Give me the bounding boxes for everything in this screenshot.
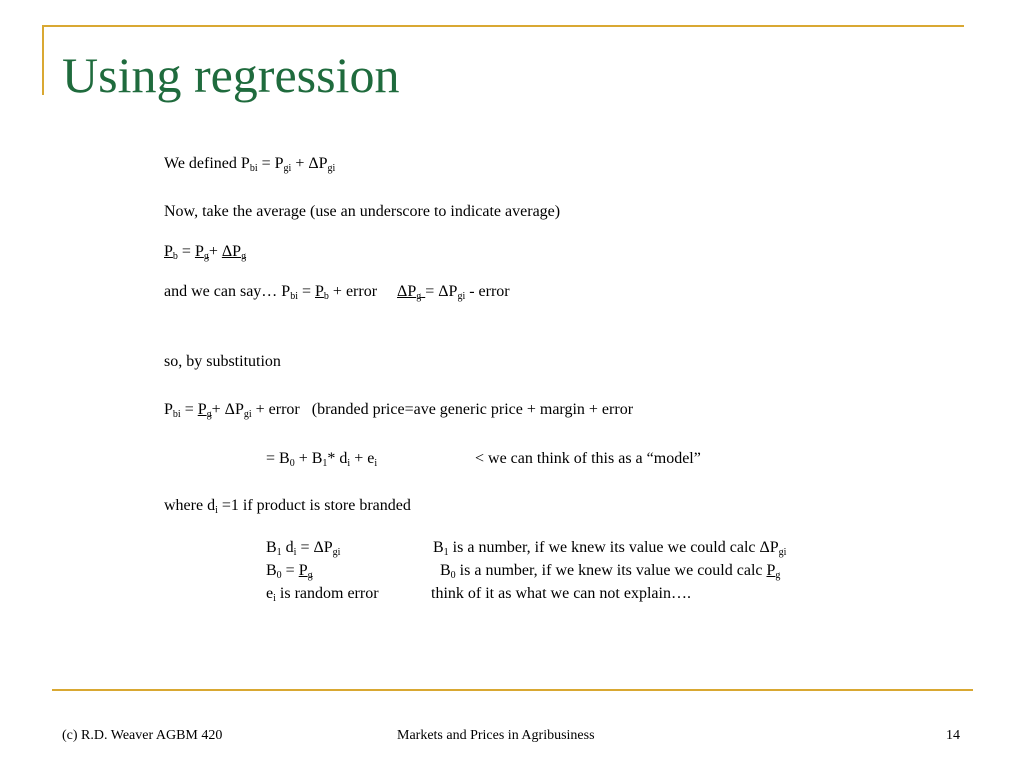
average-equation: $P_b = P_g+ \Delta P_g$ (164, 243, 247, 262)
model-note: < we can think of this as a “model” (475, 450, 701, 467)
slide-number: 14 (946, 728, 960, 743)
substitution-equation: $P_{bi} = P_g+ \Delta P_{gi}$ + error (branded price=ave generic price + margin + error (164, 401, 634, 420)
b0-equation: $B_0 = P_g$ (266, 562, 313, 581)
dummy-definition: where $d_i =1$ if product is store branded (164, 497, 411, 516)
we-can-say-line: and we can say… $P_{bi} = P_b$ + error $\Delta P_g = \Delta P_{gi}$ - error (164, 283, 510, 302)
average-note: Now, take the average (use an underscore to indicate average) (164, 203, 561, 220)
model-equation: = $B_0 + B_1*$ $d_i + e_i$ (266, 450, 378, 469)
b1-note: $B_1$ is a number, if we knew its value we could calc $\Delta P_{gi}$ (433, 539, 787, 558)
error-definition: $e_i$ is random error (266, 585, 379, 604)
b0-note: $B_0$ is a number, if we knew its value we could calc $P_g$ (440, 562, 781, 581)
b1-equation: $B_1$ $d_i = \Delta P_{gi}$ (266, 539, 341, 558)
definition-line: We defined $P_{bi} = P_{gi} + \Delta P_{gi}$ (164, 155, 336, 174)
slide-title: Using regression (62, 47, 400, 103)
footer-course-title: Markets and Prices in Agribusiness (397, 728, 595, 743)
footer-divider (52, 689, 973, 691)
footer-author: (c) R.D. Weaver AGBM 420 (62, 728, 223, 743)
frame-top-line (42, 25, 964, 27)
error-explanation: think of it as what we can not explain…. (431, 585, 691, 602)
frame-left-line (42, 25, 44, 95)
substitution-note: so, by substitution (164, 353, 281, 370)
